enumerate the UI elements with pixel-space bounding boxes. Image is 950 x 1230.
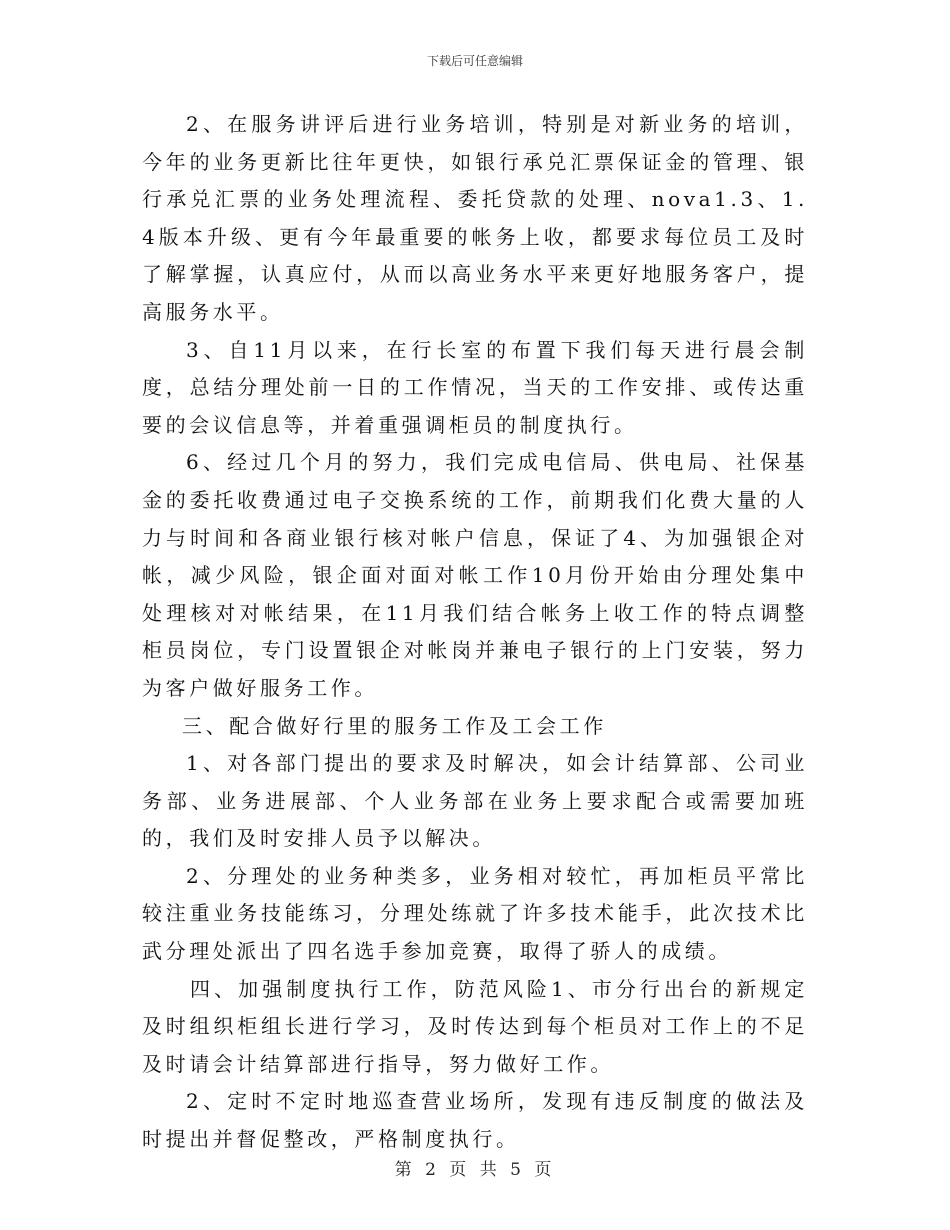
paragraph-training: 2、在服务讲评后进行业务培训，特别是对新业务的培训，今年的业务更新比往年更快，如银行承兑汇票保证金的管理、银行承兑汇票的业务处理流程、委托贷款的处理、nova1.3、1.4版本升级、更有今年最重要的帐务上收，都要求每位员工及时了解掌握，认真应付，从而以高业务水平来更好地服务客户，提高服务水平。 <box>142 112 808 324</box>
paragraph-regulation-enforcement: 四、加强制度执行工作，防范风险1、市分行出台的新规定及时组织柜组长进行学习，及时传达到每个柜员对工作上的不足及时请会计结算部进行指导，努力做好工作。 <box>142 976 808 1076</box>
document-body <box>142 106 808 1159</box>
paragraph-morning-meeting: 3、自11月以来，在行长室的布置下我们每天进行晨会制度，总结分理处前一日的工作情况，当天的工作安排、或传达重要的会议信息等，并着重强调柜员的制度执行。 <box>142 337 808 437</box>
paragraph-inspection: 2、定时不定时地巡查营业场所，发现有违反制度的做法及时提出并督促整改，严格制度执行。 <box>142 1089 808 1152</box>
page-number: 第 2 页 共 5 页 <box>394 1160 556 1180</box>
paragraph-department-requests: 1、对各部门提出的要求及时解决，如会计结算部、公司业务部、业务进展部、个人业务部在业务上要求配合或需要加班的，我们及时安排人员予以解决。 <box>142 751 808 851</box>
paragraph-skills-competition: 2、分理处的业务种类多，业务相对较忙，再加柜员平常比较注重业务技能练习，分理处练就了许多技术能手，此次技术比武分理处派出了四名选手参加竞赛，取得了骄人的成绩。 <box>142 863 808 964</box>
paragraph-entrusted-fees: 6、经过几个月的努力，我们完成电信局、供电局、社保基金的委托收费通过电子交换系统的工作，前期我们化费大量的人力与时间和各商业银行核对帐户信息，保证了4、为加强银企对帐，减少风险，银企面对面对帐工作10月份开始由分理处集中处理核对对帐结果，在11月我们结合帐务上收工作的特点调整柜员岗位，专门设置银企对帐岗并兼电子银行的上门安装，努力为客户做好服务工作。 <box>142 450 808 700</box>
section-heading-service-union: 三、配合做好行里的服务工作及工会工作 <box>182 713 607 738</box>
page-header: 下载后可任意编辑 <box>426 54 523 68</box>
